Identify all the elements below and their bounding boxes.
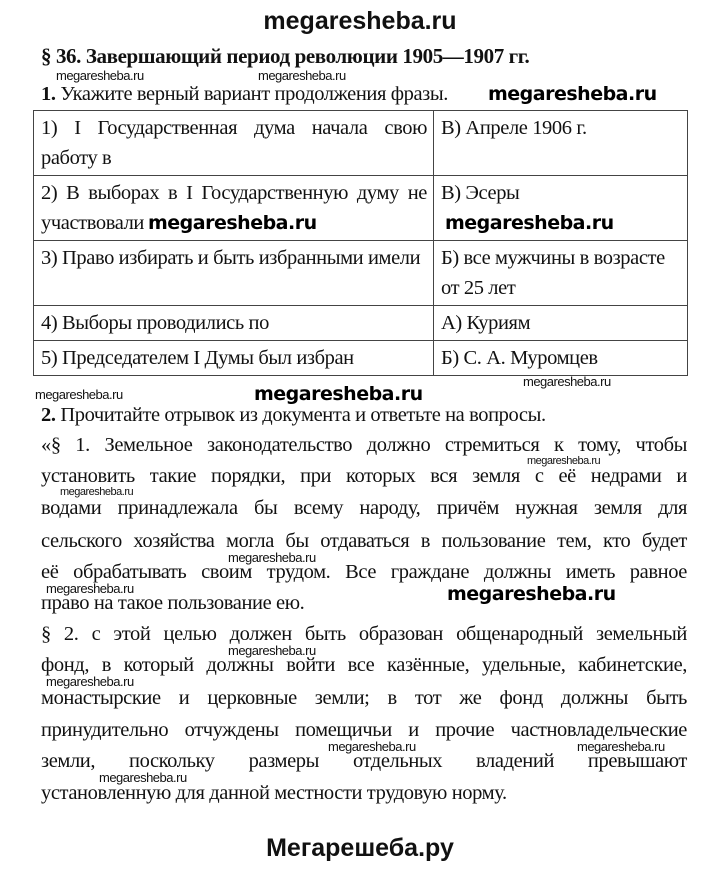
watermark: megaresheba.ru bbox=[258, 68, 346, 83]
watermark: megaresheba.ru bbox=[328, 739, 416, 754]
watermark: megaresheba.ru bbox=[99, 770, 187, 785]
watermark: megaresheba.ru bbox=[447, 583, 616, 605]
watermark: megaresheba.ru bbox=[148, 212, 317, 234]
document-line: её обрабатывать своим трудом. Все граждане должны иметь равное bbox=[41, 561, 687, 583]
watermark: megaresheba.ru bbox=[577, 739, 665, 754]
task2-text: Прочитайте отрывок из документа и ответьте на вопросы. bbox=[60, 404, 546, 426]
watermark: megaresheba.ru bbox=[46, 581, 134, 596]
watermark: megaresheba.ru bbox=[527, 455, 601, 467]
site-footer: Мегарешеба.ру bbox=[266, 834, 454, 862]
table-row bbox=[34, 111, 688, 176]
watermark: megaresheba.ru bbox=[488, 83, 657, 105]
watermark: megaresheba.ru bbox=[35, 387, 123, 402]
task1-number: 1. bbox=[41, 83, 56, 105]
document-line: установленную для данной местности трудовую норму. bbox=[41, 782, 507, 804]
document-line: земли, поскольку размеры отдельных владений превышают bbox=[41, 750, 687, 772]
answer-cell: Б) все мужчины в возрасте от 25 лет bbox=[434, 241, 688, 306]
question-cell: 3) Право избирать и быть избранными имели bbox=[34, 241, 434, 306]
question-cell: 1) I Государственная дума начала свою работу в bbox=[34, 111, 434, 176]
answer-cell: В) Апреле 1906 г. bbox=[434, 111, 688, 176]
page-title: § 36. Завершающий период революции 1905—1907 гг. bbox=[41, 44, 530, 68]
site-header: megaresheba.ru bbox=[263, 7, 457, 35]
task2-prompt bbox=[41, 404, 546, 426]
watermark: megaresheba.ru bbox=[254, 383, 423, 405]
table-row bbox=[34, 341, 688, 376]
watermark: megaresheba.ru bbox=[56, 68, 144, 83]
task1-text: Укажите верный вариант продолжения фразы. bbox=[60, 83, 448, 105]
question-cell bbox=[34, 176, 434, 241]
document-line: установить такие порядки, при которых вся земля с её недрами и bbox=[41, 465, 687, 487]
question-text: 2) В выборах в I Государственную думу не участвовали bbox=[41, 182, 427, 234]
watermark: megaresheba.ru bbox=[445, 212, 614, 234]
table-row bbox=[34, 306, 688, 341]
document-line: «§ 1. Земельное законодательство должно стремиться к тому, чтобы bbox=[41, 434, 687, 456]
document-line: водами принадлежала бы всему народу, причём нужная земля для bbox=[41, 497, 687, 519]
question-cell: 4) Выборы проводились по bbox=[34, 306, 434, 341]
answer-cell: Б) С. А. Муромцев bbox=[434, 341, 688, 376]
task1-prompt bbox=[41, 83, 448, 105]
document-line: § 2. с этой целью должен быть образован общенародный земельный bbox=[41, 623, 687, 645]
document-line: право на такое пользование ею. bbox=[41, 592, 305, 614]
watermark: megaresheba.ru bbox=[523, 374, 611, 389]
table-row bbox=[34, 176, 688, 241]
watermark: megaresheba.ru bbox=[228, 643, 316, 658]
question-cell: 5) Председателем I Думы был избран bbox=[34, 341, 434, 376]
watermark: megaresheba.ru bbox=[60, 486, 134, 498]
document-line: фонд, в который должны войти все казённые, удельные, кабинетские, bbox=[41, 654, 687, 676]
watermark: megaresheba.ru bbox=[46, 674, 134, 689]
table-row bbox=[34, 241, 688, 306]
task2-number: 2. bbox=[41, 404, 56, 426]
watermark: megaresheba.ru bbox=[228, 550, 316, 565]
document-line: монастырские и церковные земли; в тот же фонд должны быть bbox=[41, 687, 687, 709]
answer-cell: А) Куриям bbox=[434, 306, 688, 341]
document-line: принудительно отчуждены помещичьи и прочие частновладельческие bbox=[41, 719, 687, 741]
answer-cell bbox=[434, 176, 688, 241]
document-line: сельского хозяйства могла бы отдаваться в пользование тем, кто будет bbox=[41, 530, 687, 552]
answer-text: В) Эсеры bbox=[441, 182, 520, 204]
answer-table bbox=[33, 110, 688, 376]
